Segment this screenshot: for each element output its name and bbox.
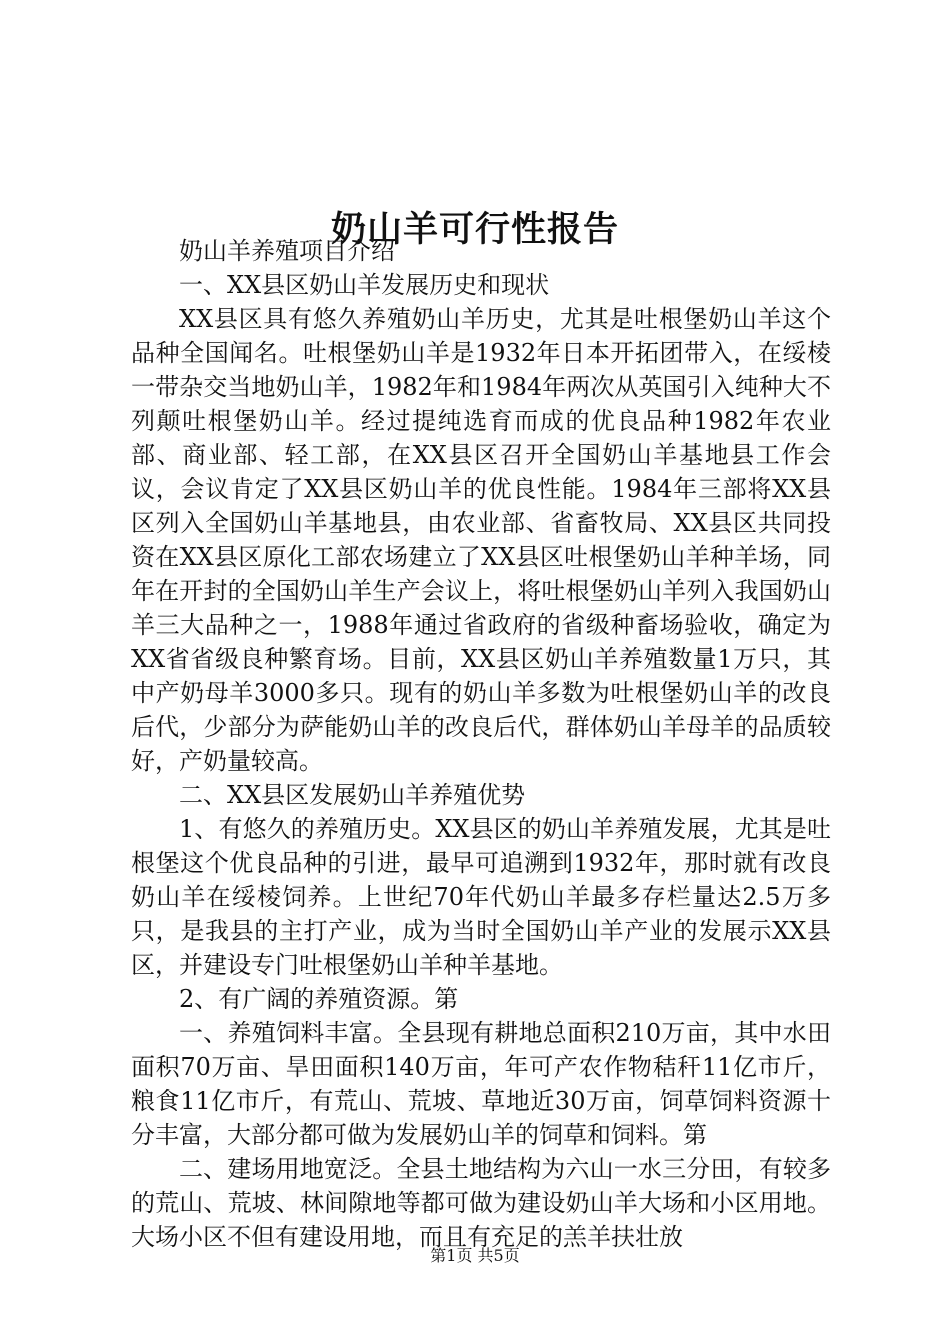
paragraph-advantage-history: 1、有悠久的养殖历史。XX县区的奶山羊养殖发展，尤其是吐根堡这个优良品种的引进，最早可追溯到1932年，那时就有改良奶山羊在绥棱饲养。上世纪70年代奶山羊最多存栏量达2.5万多只，是我县的主打产业，成为当时全国奶山羊产业的发展示XX县区，并建设专门吐根堡奶山羊种羊基地。	[131, 815, 831, 979]
paragraph-land-use: 二、建场用地宽泛。全县土地结构为六山一水三分田，有较多的荒山、荒坡、林间隙地等都可做为建设奶山羊大场和小区用地。大场小区不但有建设用地，而且有充足的羔羊扶壮放	[131, 1155, 831, 1251]
document-body	[131, 234, 831, 1254]
paragraph-advantage-resources: 2、有广阔的养殖资源。第	[179, 985, 459, 1013]
page-number-footer: 第1页 共5页	[430, 1246, 520, 1265]
document-title: 奶山羊可行性报告	[330, 209, 619, 251]
paragraph-feed-resources: 一、养殖饲料丰富。全县现有耕地总面积210万亩，其中水田面积70万亩、旱田面积140万亩，年可产农作物秸秆11亿市斤，粮食11亿市斤，有荒山、荒坡、草地近30万亩，饲草饲料资源十分丰富，大部分都可做为发展奶山羊的饲草和饲料。第	[131, 1019, 831, 1149]
paragraph-project-intro: 奶山羊养殖项目介绍	[179, 237, 395, 265]
section-heading-advantages: 二、XX县区发展奶山羊养殖优势	[179, 781, 526, 809]
section-heading-history: 一、XX县区奶山羊发展历史和现状	[179, 271, 550, 299]
paragraph-history: XX县区具有悠久养殖奶山羊历史，尤其是吐根堡奶山羊这个品种全国闻名。吐根堡奶山羊是1932年日本开拓团带入，在绥棱一带杂交当地奶山羊，1982年和1984年两次从英国引入纯种大不列颠吐根堡奶山羊。经过提纯选育而成的优良品种1982年农业部、商业部、轻工部，在XX县区召开全国奶山羊基地县工作会议，会议肯定了XX县区奶山羊的优良性能。1984年三部将XX县区列入全国奶山羊基地县，由农业部、省畜牧局、XX县区共同投资在XX县区原化工部农场建立了XX县区吐根堡奶山羊种羊场，同年在开封的全国奶山羊生产会议上，将吐根堡奶山羊列入我国奶山羊三大品种之一，1988年通过省政府的省级种畜场验收，确定为XX省省级良种繁育场。目前，XX县区奶山羊养殖数量1万只，其中产奶母羊3000多只。现有的奶山羊多数为吐根堡奶山羊的改良后代，少部分为萨能奶山羊的改良后代，群体奶山羊母羊的品质较好，产奶量较高。	[131, 305, 831, 775]
